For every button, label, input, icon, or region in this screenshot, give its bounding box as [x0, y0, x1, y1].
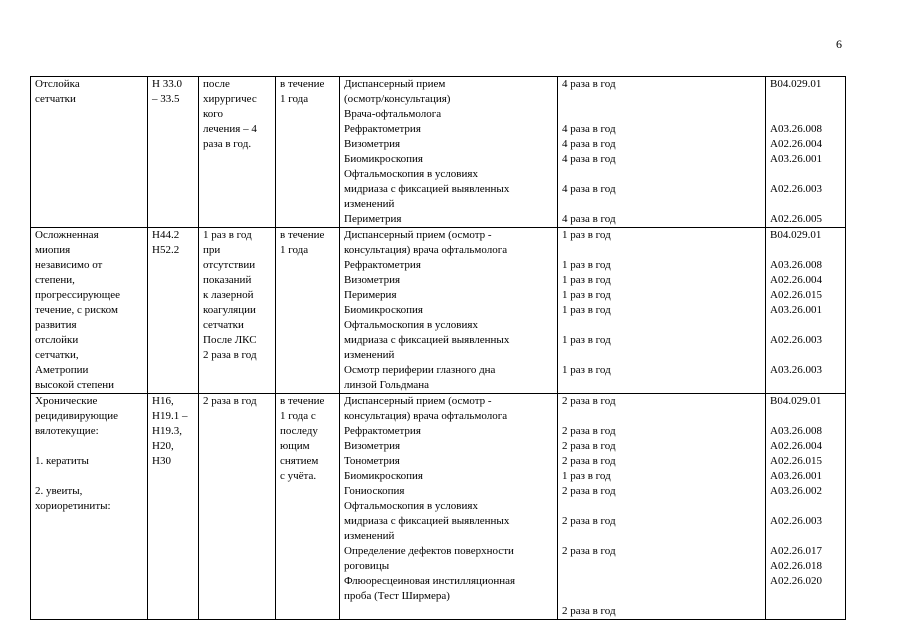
- procedure-cell-line: Врача-офтальмолога: [344, 108, 442, 120]
- service-code-cell-line: A03.26.003: [770, 364, 822, 376]
- disease-cell: [31, 77, 148, 228]
- procedure-cell-line: изменений: [344, 530, 395, 542]
- procedure-frequency-cell-line: 2 раза в год: [562, 440, 616, 452]
- procedure-frequency-cell: [558, 77, 766, 228]
- duration-cell: [276, 228, 340, 394]
- duration-cell-line: в течение: [280, 78, 325, 90]
- procedure-cell-line: Диспансерный прием (осмотр -: [344, 395, 492, 407]
- service-code-cell-line: [770, 92, 841, 107]
- procedure-frequency-cell-line: 2 раза в год: [562, 515, 616, 527]
- service-code-cell-line: A02.26.015: [770, 289, 822, 301]
- frequency-cell-line: коагуляции: [203, 304, 256, 316]
- procedure-cell-line: Тонометрия: [344, 455, 400, 467]
- frequency-cell-line: 1 раз в год: [203, 229, 252, 241]
- duration-cell-line: в течение: [280, 229, 325, 241]
- procedure-frequency-cell-line: [562, 92, 761, 107]
- service-code-cell-line: B04.029.01: [770, 395, 822, 407]
- procedure-cell-line: линзой Гольдмана: [344, 379, 430, 391]
- procedure-cell-line: (осмотр/консультация): [344, 93, 451, 105]
- disease-cell: [31, 394, 148, 620]
- disease-cell-line: вялотекущие:: [35, 425, 99, 437]
- procedure-frequency-cell-line: 2 раза в год: [562, 455, 616, 467]
- page-number: 6: [836, 37, 842, 51]
- table-row: [31, 228, 846, 394]
- disease-cell-line: Хронические: [35, 395, 98, 407]
- procedure-frequency-cell-line: 1 раз в год: [562, 304, 611, 316]
- service-code-cell-line: [770, 318, 841, 333]
- procedure-cell-line: Офтальмоскопия в условиях: [344, 500, 478, 512]
- procedure-cell-line: Гониоскопия: [344, 485, 405, 497]
- procedure-cell-line: консультация) врача офтальмолога: [344, 244, 508, 256]
- procedure-cell-line: Биомикроскопия: [344, 153, 423, 165]
- disease-cell-line: степени,: [35, 274, 75, 286]
- table-row: [31, 394, 846, 620]
- frequency-cell-line: после: [203, 78, 230, 90]
- procedure-cell-line: Визометрия: [344, 138, 401, 150]
- procedure-frequency-cell-line: [562, 318, 761, 333]
- duration-cell-line: с учёта.: [280, 470, 317, 482]
- disease-cell-line: [35, 469, 143, 484]
- procedure-frequency-cell-line: [562, 499, 761, 514]
- frequency-cell-line: к лазерной: [203, 289, 254, 301]
- procedure-frequency-cell-line: [562, 167, 761, 182]
- service-code-cell-line: A02.26.018: [770, 560, 822, 572]
- service-code-cell-line: A02.26.003: [770, 515, 822, 527]
- procedure-frequency-cell-line: 4 раза в год: [562, 153, 616, 165]
- service-code-cell-line: [770, 243, 841, 258]
- procedure-frequency-cell-line: 4 раза в год: [562, 78, 616, 90]
- procedure-cell-line: мидриаза с фиксацией выявленных: [344, 183, 510, 195]
- icd-code-cell-line: H20,: [152, 440, 174, 452]
- service-code-cell-line: [770, 589, 841, 604]
- procedure-cell-line: Рефрактометрия: [344, 123, 421, 135]
- service-code-cell-line: B04.029.01: [770, 229, 822, 241]
- service-code-cell-line: A03.26.001: [770, 470, 822, 482]
- frequency-cell: [199, 228, 276, 394]
- procedure-frequency-cell-line: 4 раза в год: [562, 213, 616, 225]
- procedure-cell-line: изменений: [344, 349, 395, 361]
- icd-code-cell-line: H30: [152, 455, 171, 467]
- frequency-cell: [199, 394, 276, 620]
- procedure-cell-line: Диспансерный прием: [344, 78, 446, 90]
- disease-cell-line: сетчатки,: [35, 349, 79, 361]
- service-code-cell-line: A02.26.015: [770, 455, 822, 467]
- procedure-frequency-cell-line: [562, 348, 761, 363]
- frequency-cell-line: при: [203, 244, 221, 256]
- procedure-cell-line: Флюоресцеиновая инстилляционная: [344, 575, 516, 587]
- procedure-frequency-cell-line: 1 раз в год: [562, 289, 611, 301]
- disease-cell-line: хориоретиниты:: [35, 500, 111, 512]
- procedure-cell-line: Визометрия: [344, 274, 401, 286]
- icd-code-cell: [148, 394, 199, 620]
- frequency-cell-line: После ЛКС: [203, 334, 257, 346]
- procedure-cell: [340, 394, 558, 620]
- disease-cell-line: высокой степени: [35, 379, 115, 391]
- service-code-cell-line: [770, 409, 841, 424]
- service-code-cell-line: [770, 529, 841, 544]
- service-code-cell: [766, 77, 846, 228]
- procedure-cell-line: Офтальмоскопия в условиях: [344, 168, 478, 180]
- procedure-cell-line: Биомикроскопия: [344, 470, 423, 482]
- disease-cell-line: течение, с риском: [35, 304, 118, 316]
- icd-code-cell-line: – 33.5: [152, 93, 180, 105]
- procedure-frequency-cell-line: 1 раз в год: [562, 334, 611, 346]
- procedure-frequency-cell-line: [562, 107, 761, 122]
- duration-cell-line: ющим: [280, 440, 310, 452]
- frequency-cell-line: 2 раза в год: [203, 349, 257, 361]
- service-code-cell-line: A02.26.004: [770, 440, 822, 452]
- service-code-cell-line: A02.26.003: [770, 334, 822, 346]
- service-code-cell-line: A02.26.005: [770, 213, 822, 225]
- service-code-cell-line: A03.26.008: [770, 123, 822, 135]
- table-row: [31, 77, 846, 228]
- procedure-cell: [340, 228, 558, 394]
- icd-code-cell-line: H52.2: [152, 244, 180, 256]
- frequency-cell-line: 2 раза в год: [203, 395, 257, 407]
- dispensary-table: [30, 76, 846, 620]
- duration-cell-line: последу: [280, 425, 318, 437]
- procedure-cell-line: Диспансерный прием (осмотр -: [344, 229, 492, 241]
- procedure-cell-line: мидриаза с фиксацией выявленных: [344, 515, 510, 527]
- duration-cell-line: 1 года с: [280, 410, 316, 422]
- procedure-frequency-cell-line: 4 раза в год: [562, 123, 616, 135]
- disease-cell-line: отслойки: [35, 334, 79, 346]
- procedure-frequency-cell-line: 1 раз в год: [562, 259, 611, 271]
- icd-code-cell-line: H44.2: [152, 229, 180, 241]
- service-code-cell-line: A03.26.008: [770, 425, 822, 437]
- procedure-cell-line: проба (Тест Ширмера): [344, 590, 450, 602]
- procedure-cell-line: мидриаза с фиксацией выявленных: [344, 334, 510, 346]
- duration-cell: [276, 77, 340, 228]
- frequency-cell-line: сетчатки: [203, 319, 244, 331]
- procedure-frequency-cell: [558, 394, 766, 620]
- service-code-cell-line: [770, 197, 841, 212]
- procedure-cell-line: консультация) врача офтальмолога: [344, 410, 508, 422]
- service-code-cell-line: A03.26.001: [770, 153, 822, 165]
- disease-cell-line: независимо от: [35, 259, 103, 271]
- service-code-cell-line: [770, 107, 841, 122]
- disease-cell-line: рецидивирующие: [35, 410, 119, 422]
- procedure-cell-line: Осмотр периферии глазного дна: [344, 364, 496, 376]
- icd-code-cell: [148, 77, 199, 228]
- procedure-frequency-cell-line: 2 раза в год: [562, 425, 616, 437]
- service-code-cell-line: A02.26.020: [770, 575, 822, 587]
- frequency-cell-line: кого: [203, 108, 224, 120]
- procedure-cell-line: Рефрактометрия: [344, 425, 421, 437]
- procedure-frequency-cell-line: [562, 243, 761, 258]
- disease-cell-line: Осложненная: [35, 229, 99, 241]
- procedure-frequency-cell-line: 1 раз в год: [562, 229, 611, 241]
- service-code-cell: [766, 228, 846, 394]
- procedure-cell-line: Периметрия: [344, 213, 402, 225]
- procedure-frequency-cell-line: 1 раз в год: [562, 364, 611, 376]
- procedure-frequency-cell-line: 4 раза в год: [562, 183, 616, 195]
- service-code-cell: [766, 394, 846, 620]
- icd-code-cell-line: H19.3,: [152, 425, 182, 437]
- procedure-frequency-cell-line: [562, 529, 761, 544]
- procedure-frequency-cell-line: 2 раза в год: [562, 605, 616, 617]
- service-code-cell-line: A02.26.004: [770, 138, 822, 150]
- procedure-cell-line: Офтальмоскопия в условиях: [344, 319, 478, 331]
- disease-cell-line: миопия: [35, 244, 71, 256]
- service-code-cell-line: A02.26.003: [770, 183, 822, 195]
- procedure-frequency-cell-line: 2 раза в год: [562, 485, 616, 497]
- procedure-cell-line: Определение дефектов поверхности: [344, 545, 514, 557]
- icd-code-cell-line: H16,: [152, 395, 174, 407]
- disease-cell-line: прогрессирующее: [35, 289, 121, 301]
- service-code-cell-line: [770, 348, 841, 363]
- procedure-cell: [340, 77, 558, 228]
- procedure-frequency-cell-line: 2 раза в год: [562, 395, 616, 407]
- service-code-cell-line: B04.029.01: [770, 78, 822, 90]
- procedure-frequency-cell-line: 1 раз в год: [562, 470, 611, 482]
- procedure-frequency-cell-line: 2 раза в год: [562, 545, 616, 557]
- disease-cell-line: 2. увеиты,: [35, 485, 83, 497]
- procedure-frequency-cell-line: [562, 574, 761, 589]
- procedure-frequency-cell-line: [562, 409, 761, 424]
- procedure-frequency-cell-line: [562, 589, 761, 604]
- procedure-cell-line: Перимерия: [344, 289, 397, 301]
- procedure-frequency-cell-line: [562, 559, 761, 574]
- duration-cell-line: в течение: [280, 395, 325, 407]
- procedure-frequency-cell-line: [562, 378, 761, 393]
- disease-cell: [31, 228, 148, 394]
- procedure-frequency-cell-line: [562, 197, 761, 212]
- service-code-cell-line: [770, 499, 841, 514]
- service-code-cell-line: [770, 167, 841, 182]
- procedure-frequency-cell-line: 4 раза в год: [562, 138, 616, 150]
- duration-cell-line: 1 года: [280, 244, 309, 256]
- disease-cell-line: 1. кератиты: [35, 455, 89, 467]
- procedure-cell-line: роговицы: [344, 560, 390, 572]
- frequency-cell-line: раза в год.: [203, 138, 252, 150]
- service-code-cell-line: A03.26.001: [770, 304, 822, 316]
- service-code-cell-line: A02.26.017: [770, 545, 822, 557]
- frequency-cell-line: хирургичес: [203, 93, 257, 105]
- frequency-cell-line: показаний: [203, 274, 252, 286]
- frequency-cell: [199, 77, 276, 228]
- service-code-cell-line: A03.26.002: [770, 485, 822, 497]
- service-code-cell-line: A03.26.008: [770, 259, 822, 271]
- procedure-frequency-cell: [558, 228, 766, 394]
- frequency-cell-line: лечения – 4: [203, 123, 257, 135]
- disease-cell-line: Аметропии: [35, 364, 89, 376]
- procedure-cell-line: Биомикроскопия: [344, 304, 423, 316]
- procedure-cell-line: Рефрактометрия: [344, 259, 421, 271]
- icd-code-cell-line: Н 33.0: [152, 78, 182, 90]
- duration-cell-line: 1 года: [280, 93, 309, 105]
- duration-cell: [276, 394, 340, 620]
- procedure-cell-line: изменений: [344, 198, 395, 210]
- icd-code-cell-line: H19.1 –: [152, 410, 188, 422]
- service-code-cell-line: [770, 378, 841, 393]
- icd-code-cell: [148, 228, 199, 394]
- disease-cell-line: [35, 439, 143, 454]
- disease-cell-line: Отслойка: [35, 78, 80, 90]
- procedure-frequency-cell-line: 1 раз в год: [562, 274, 611, 286]
- disease-cell-line: сетчатки: [35, 93, 76, 105]
- procedure-cell-line: Визометрия: [344, 440, 401, 452]
- frequency-cell-line: отсутствии: [203, 259, 256, 271]
- duration-cell-line: снятием: [280, 455, 319, 467]
- disease-cell-line: развития: [35, 319, 77, 331]
- service-code-cell-line: A02.26.004: [770, 274, 822, 286]
